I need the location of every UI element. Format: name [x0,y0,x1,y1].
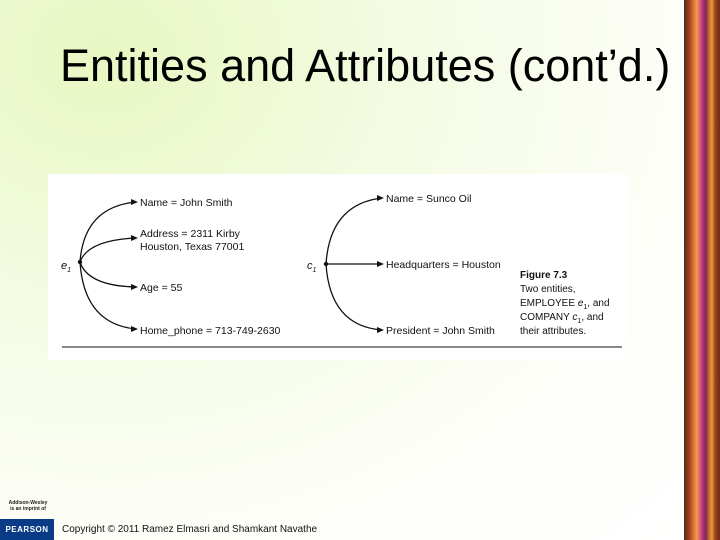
company-entity-label: $c_1$ [307,260,317,274]
caption-line2: EMPLOYEE $e_1$, and [520,298,610,311]
employee-entity-label: $e_1$ [61,260,72,274]
slide-title: Entities and Attributes (cont’d.) [60,40,671,91]
employee-name-arc [80,202,136,262]
company-hq-attr: Headquarters = Houston [386,259,501,271]
aw-line2: is an imprint of [10,506,46,512]
copyright-footer: Copyright © 2011 Ramez Elmasri and Shamkant Navathe [62,524,318,535]
caption-line4: their attributes. [520,326,587,337]
arrow-head [377,261,384,267]
company-name-arc [326,198,382,264]
arrow-head [377,327,384,333]
employee-age-arc [80,262,136,287]
arrow-head [131,199,138,205]
company-name-attr: Name = Sunco Oil [386,193,472,205]
aw-line1: Addison-Wesley [8,500,48,506]
er-figure [48,174,628,360]
employee-phone-attr: Home_phone = 713-749-2630 [140,325,281,337]
addison-wesley-logo [3,500,53,512]
arrow-head [131,284,138,290]
arrow-head [377,195,384,201]
employee-address-arc [80,238,136,262]
pearson-logo: PEARSON [0,519,54,540]
figure-caption [520,270,610,337]
caption-line3: COMPANY $c_1$, and [520,312,604,325]
arrow-head [131,235,138,241]
employee-address-attr: Address = 2311 Kirby [140,228,240,240]
employee-entity-node [78,260,82,264]
er-diagram [48,174,628,360]
decorative-stripe [684,0,720,540]
employee-name-attr: Name = John Smith [140,197,233,209]
caption-line1: Two entities, [520,284,576,295]
company-president-arc [326,264,382,330]
caption-label: Figure 7.3 [520,270,568,281]
employee-phone-arc [80,262,136,329]
company-president-attr: President = John Smith [386,325,495,337]
employee-age-attr: Age = 55 [140,282,183,294]
employee-address-line2: Houston, Texas 77001 [140,241,245,253]
company-entity-node [324,262,328,266]
arrow-head [131,326,138,332]
